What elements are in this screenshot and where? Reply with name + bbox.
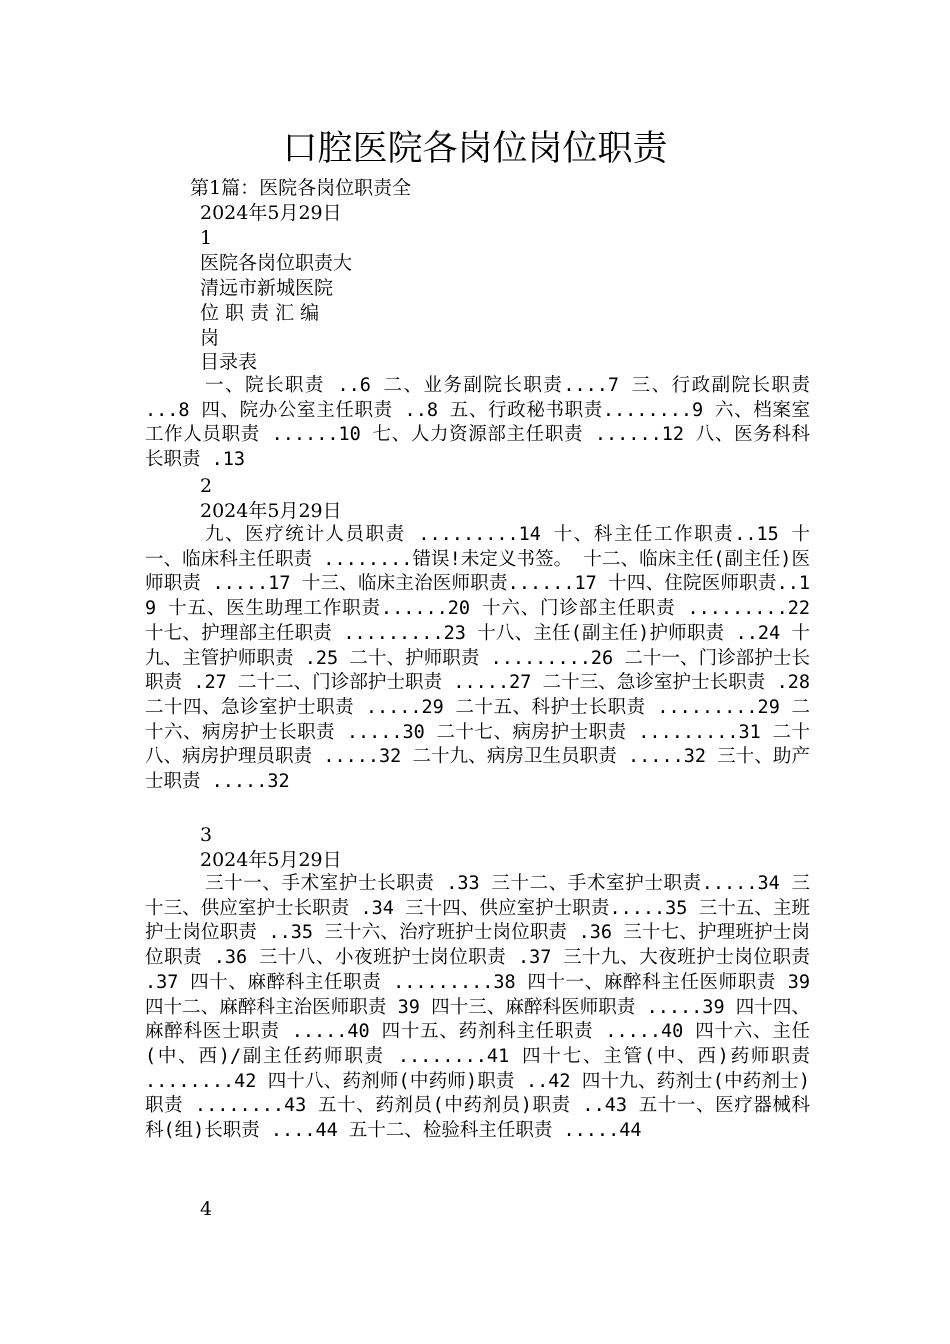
toc-paragraph: 一、院长职责 ..6 二、业务副院长职责....7 三、行政副院长职责 ...8 四、院办公室主任职责 ..8 五、行政秘书职责........9 六、档案室工作人员职责 ......10 七、人力资源部主任职责 ......12 八、医务科科长职责 .13 <box>145 375 810 471</box>
document-subtitle: 第1篇：医院各岗位职责全 <box>190 177 412 199</box>
section-heading: 位 职 责 汇 编 <box>200 302 320 324</box>
page-number: 4 <box>200 1198 213 1220</box>
hospital-name: 清远市新城医院 <box>200 277 334 299</box>
page-number: 3 <box>200 824 213 846</box>
toc-paragraph: 三十一、手术室护士长职责 .33 三十二、手术室护士职责.....34 三十三、供应室护士长职责 .34 三十四、供应室护士职责.....35 三十五、主班护士岗位职责 ..35 三十六、治疗班护士岗位职责 .36 三十七、护理班护士岗位职责 .36 三十八、小夜班护士岗位职责 .37 三十九、大夜班护士岗位职责 .37 四十、麻醉科主任职责 .........38 四十一、麻醉科主任医师职责 39 四十二、麻醉科主治医师职责 39 四十三、麻醉科医师职责 .....39 四十四、麻醉科医士职责 .....40 四十五、药剂科主任职责 .....40 四十六、主任(中、西)/副主任药师职责 ........41 四十七、主管(中、西)药师职责 ........42 四十八、药剂师(中药师)职责 ..42 四十九、药剂士(中药剂士)职责 ........43 五十、药剂员(中药剂员)职责 ..43 五十一、医疗器械科科(组)长职责 ....44 五十二、检验科主任职责 .....44 <box>145 873 810 1142</box>
page-date: 2024年5月29日 <box>200 500 342 522</box>
toc-paragraph: 九、医疗统计人员职责 .........14 十、科主任工作职责..15 十一、临床科主任职责 ........错误!未定义书签。 十二、临床主任(副主任)医师职责 .....17 十三、临床主治医师职责......17 十四、住院医师职责..19 十五、医生助理工作职责......20 十六、门诊部主任职责 .........22 十七、护理部主任职责 .........23 十八、主任(副主任)护师职责 ..24 十九、主管护师职责 .25 二十、护师职责 .........26 二十一、门诊部护士长职责 .27 二十二、门诊部护士职责 .....27 二十三、急诊室护士长职责 .28 二十四、急诊室护士职责 .....29 二十五、科护士长职责 .........29 二十六、病房护士长职责 .....30 二十七、病房护士职责 .........31 二十八、病房护理员职责 .....32 二十九、病房卫生员职责 .....32 三十、助产士职责 .....32 <box>145 524 810 793</box>
toc-label: 目录表 <box>200 351 258 373</box>
document-title: 口腔医院各岗位岗位职责 <box>282 129 668 169</box>
page-date: 2024年5月29日 <box>200 849 342 871</box>
page-date: 2024年5月29日 <box>200 202 342 224</box>
section-heading: 医院各岗位职责大 <box>200 252 353 274</box>
page-number: 2 <box>200 475 213 497</box>
page-number: 1 <box>200 227 213 249</box>
section-heading: 岗 <box>200 327 220 349</box>
